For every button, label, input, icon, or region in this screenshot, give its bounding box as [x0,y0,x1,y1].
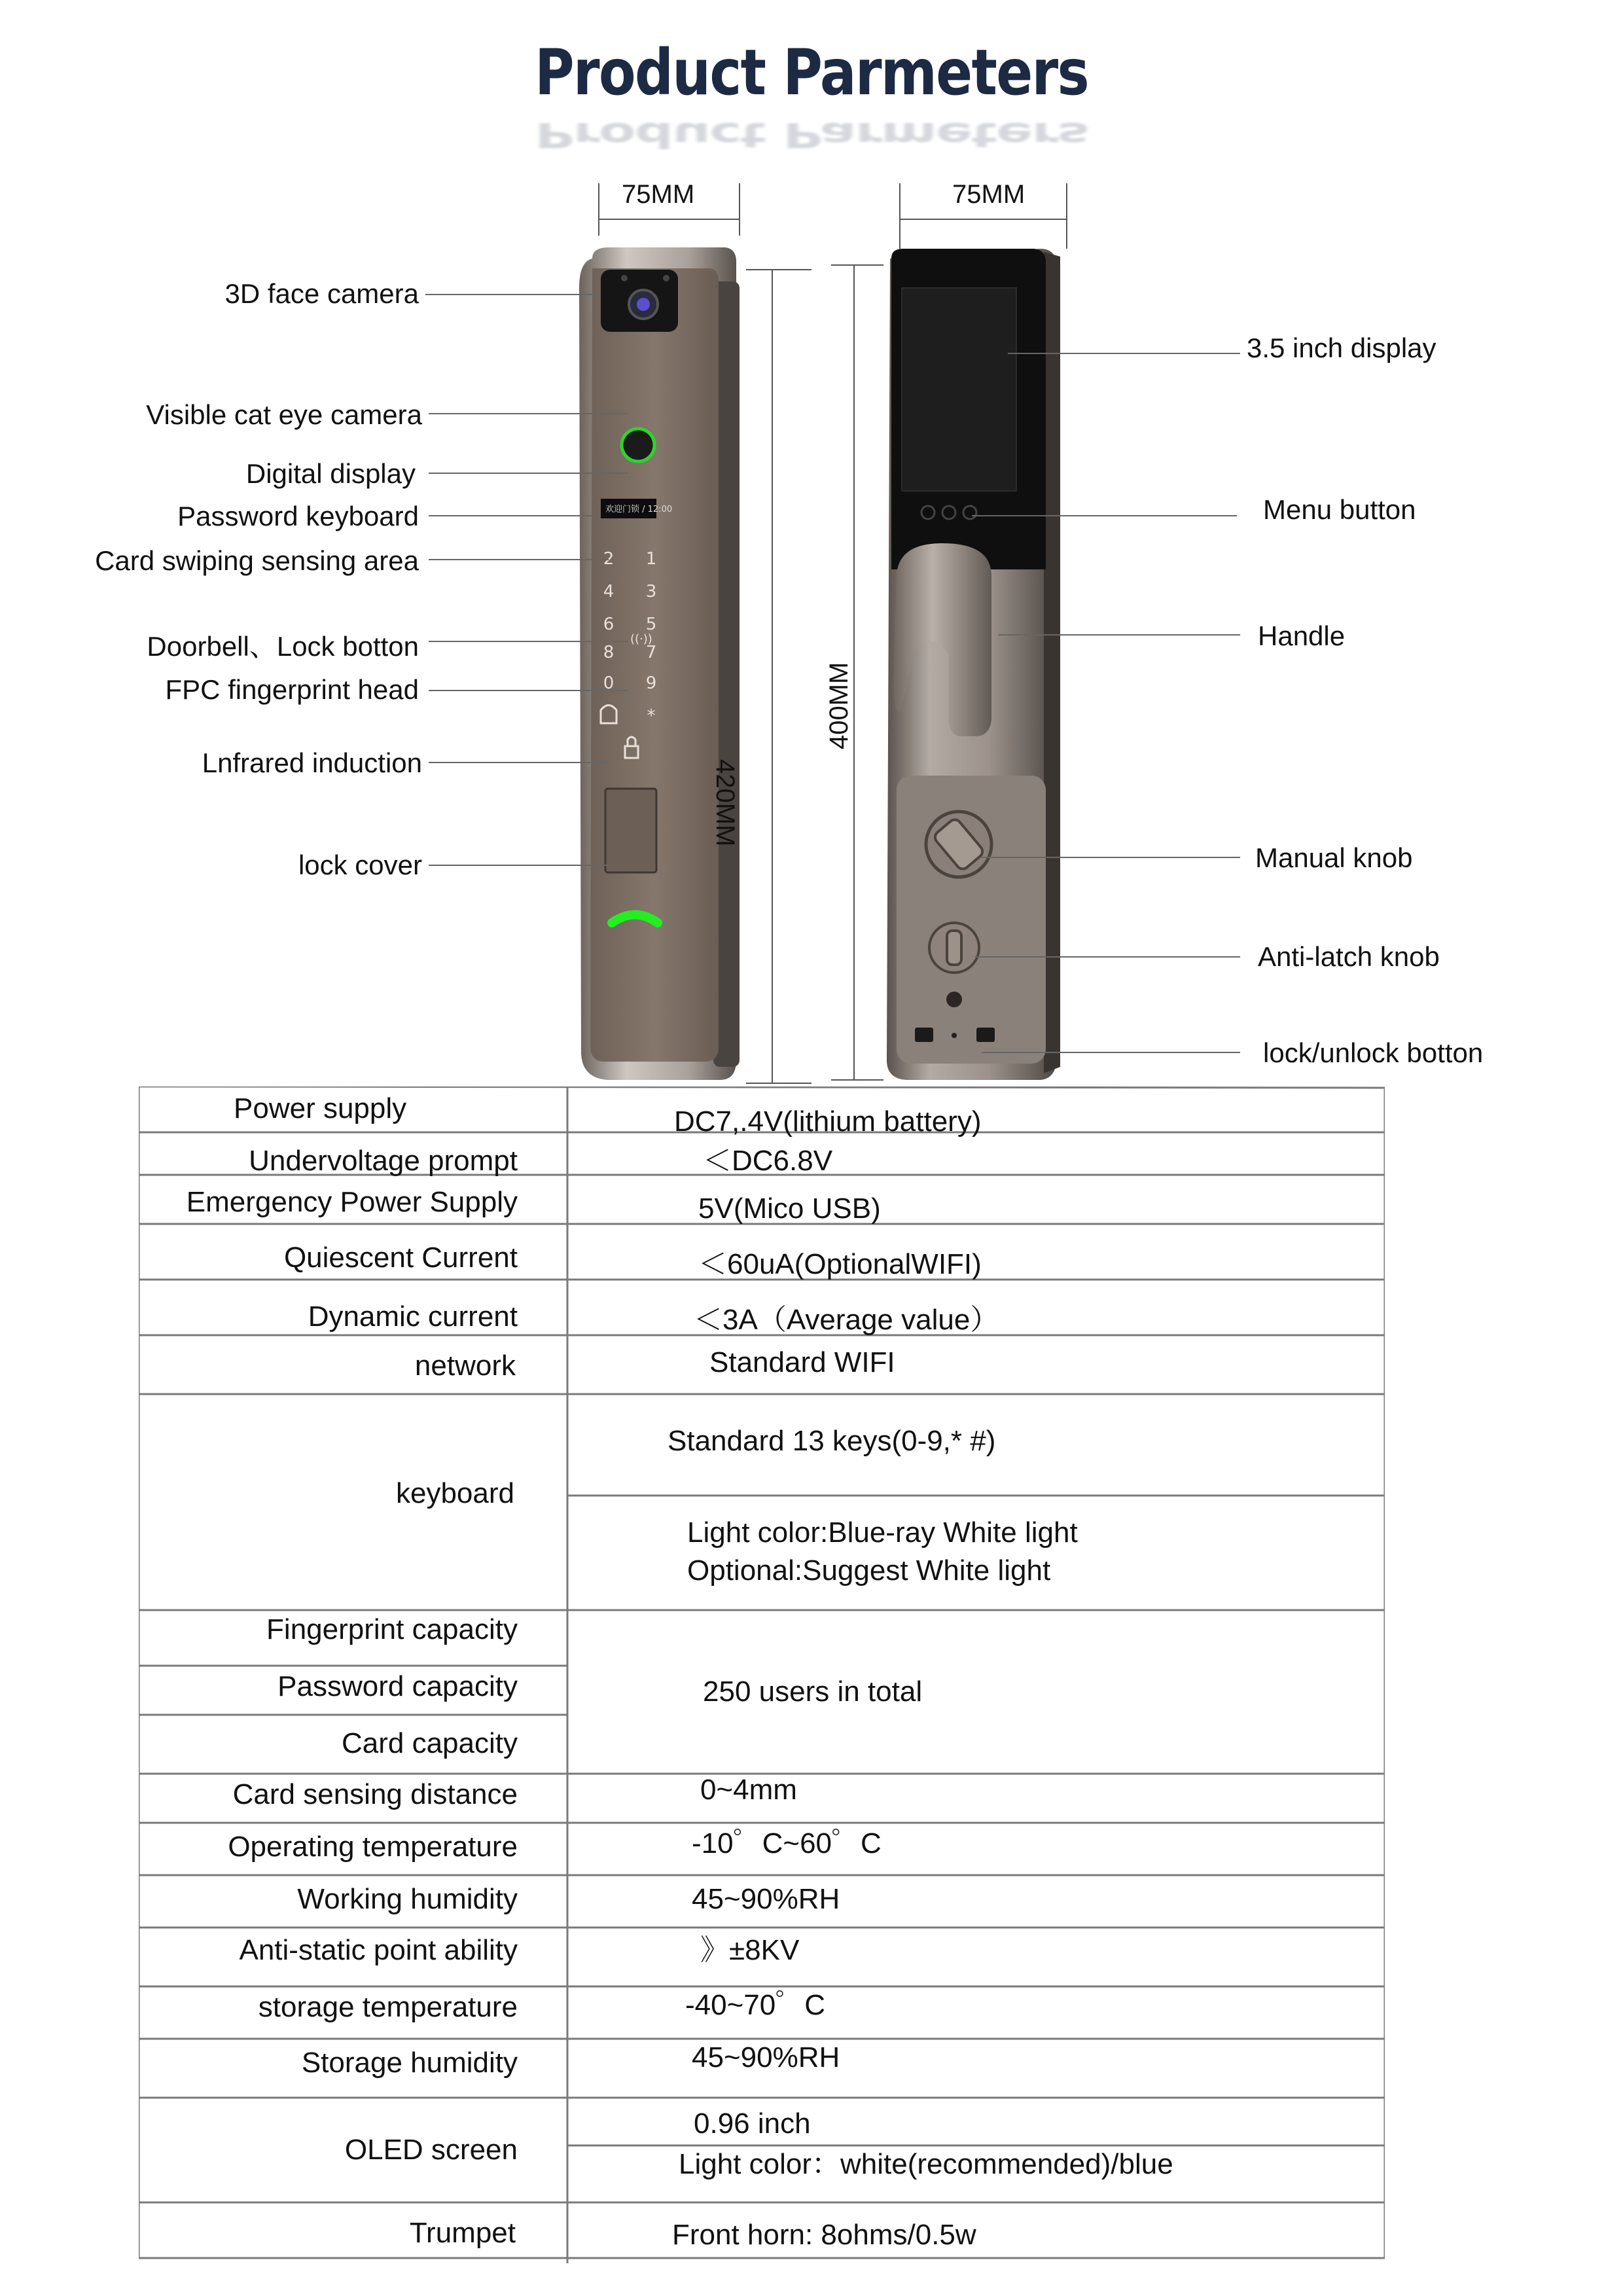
callout-anti-latch-knob: Anti-latch knob [1258,941,1440,972]
spec-value-keyboard-light: Light color:Blue-ray White light [687,1516,1078,1549]
spec-label-anti-static: Anti-static point ability [239,1934,518,1966]
back-lock-side [1044,252,1060,1073]
spec-label-card-sensing-distance: Card sensing distance [232,1778,518,1810]
callout-lock-unlock: lock/unlock botton [1263,1037,1484,1068]
lock-diagram [0,0,1623,1086]
spec-value-working-humidity: 45~90%RH [692,1883,840,1915]
front-width-label: 75MM [622,180,695,209]
spec-label-dynamic-current: Dynamic current [308,1300,518,1333]
spec-value-power-supply: DC7,.4V(lithium battery) [674,1105,982,1138]
key-2: 2 [603,549,615,569]
spec-label-oled-screen: OLED screen [344,2134,518,2166]
callout-infrared-induction: Lnfrared induction [202,747,422,778]
nfc-icon: ((·)) [630,632,652,646]
callout-menu-button: Menu button [1263,494,1416,525]
title-reflection: Product Parmeters [535,115,1088,155]
spec-table [139,1086,1385,2263]
spec-label-working-humidity: Working humidity [297,1883,518,1915]
spec-value-emergency-power: 5V(Mico USB) [698,1193,881,1225]
height-dimension-lines [746,265,883,1083]
key-5: 5 [645,615,657,634]
callout-password-keyboard: Password keyboard [177,501,419,531]
key-3: 3 [645,582,657,601]
key-star: * [647,706,656,726]
spec-label-fingerprint-capacity: Fingerprint capacity [266,1613,518,1645]
spec-label-keyboard: keyboard [395,1477,514,1509]
callout-digital-display: Digital display [245,458,416,489]
spec-label-quiescent-current: Quiescent Current [283,1242,518,1274]
callout-doorbell-lock: Doorbell、Lock botton [147,631,419,662]
spec-value-anti-static: 》±8KV [700,1934,800,1966]
callout-display: 3.5 inch display [1247,332,1436,363]
spec-label-operating-temperature: Operating temperature [228,1831,518,1863]
spec-value-storage-temperature: -40~70゜C [685,1989,826,2021]
page-title: Product Parmeters [535,36,1088,109]
callout-lock-cover: lock cover [298,850,422,880]
spec-label-card-capacity: Card capacity [341,1727,518,1759]
spec-label-storage-humidity: Storage humidity [301,2047,518,2079]
key-7: 7 [645,643,657,662]
front-lock-body [590,268,719,1062]
inner-height-label: 400MM [825,662,853,749]
spec-value-card-sensing-distance: 0~4mm [700,1774,797,1806]
spec-value-network: Standard WIFI [709,1346,895,1378]
spec-value-storage-humidity: 45~90%RH [692,2041,840,2073]
fingerprint-ring-icon [622,429,654,461]
spec-value-undervoltage: ＜DC6.8V [703,1145,833,1177]
key-8: 8 [603,643,615,662]
key-9: 9 [645,673,657,693]
spec-value-keyboard-keys: Standard 13 keys(0-9,* #) [668,1425,996,1457]
outer-height-label: 420MM [711,759,740,847]
back-width-label: 75MM [952,180,1026,209]
spec-label-password-capacity: Password capacity [277,1670,518,1702]
callout-3d-face-camera: 3D face camera [224,278,419,309]
spec-value-keyboard-optional: Optional:Suggest White light [687,1554,1051,1587]
spec-label-storage-temperature: storage temperature [258,1991,518,2023]
key-4: 4 [603,582,615,601]
callout-handle: Handle [1258,620,1346,651]
spec-label-undervoltage: Undervoltage prompt [249,1145,518,1177]
callout-fpc-fingerprint: FPC fingerprint head [165,674,419,705]
callout-card-swiping-area: Card swiping sensing area [95,545,419,576]
spec-value-quiescent-current: ＜60uA(OptionalWIFI) [698,1248,982,1280]
spec-value-dynamic-current: ＜3A（Average value） [694,1304,999,1336]
spec-label-emergency-power: Emergency Power Supply [186,1186,518,1218]
keyhole-icon [946,992,962,1007]
key-1: 1 [645,549,657,569]
key-6: 6 [603,615,615,634]
back-display-screen [902,288,1016,491]
spec-label-power-supply: Power supply [234,1092,407,1124]
callout-cat-eye-camera: Visible cat eye camera [146,399,422,430]
spec-value-oled-color: Light color：white(recommended)/blue [679,2148,1173,2180]
callout-manual-knob: Manual knob [1255,842,1413,873]
back-lock [887,249,1060,1080]
front-lock [579,247,740,1080]
lock-cover [605,789,656,872]
spec-label-network: network [414,1350,516,1382]
spec-value-operating-temperature: -10゜C~60゜C [692,1827,882,1859]
key-0: 0 [603,673,615,693]
lock-unlock-button [915,1028,933,1042]
spec-label-trumpet: Trumpet [409,2217,516,2249]
spec-value-capacity: 250 users in total [703,1676,923,1708]
svg-text:欢迎门锁 / 12:00: 欢迎门锁 / 12:00 [605,505,673,514]
spec-value-trumpet: Front horn: 8ohms/0.5w [672,2219,976,2251]
spec-value-oled-size: 0.96 inch [694,2108,811,2140]
